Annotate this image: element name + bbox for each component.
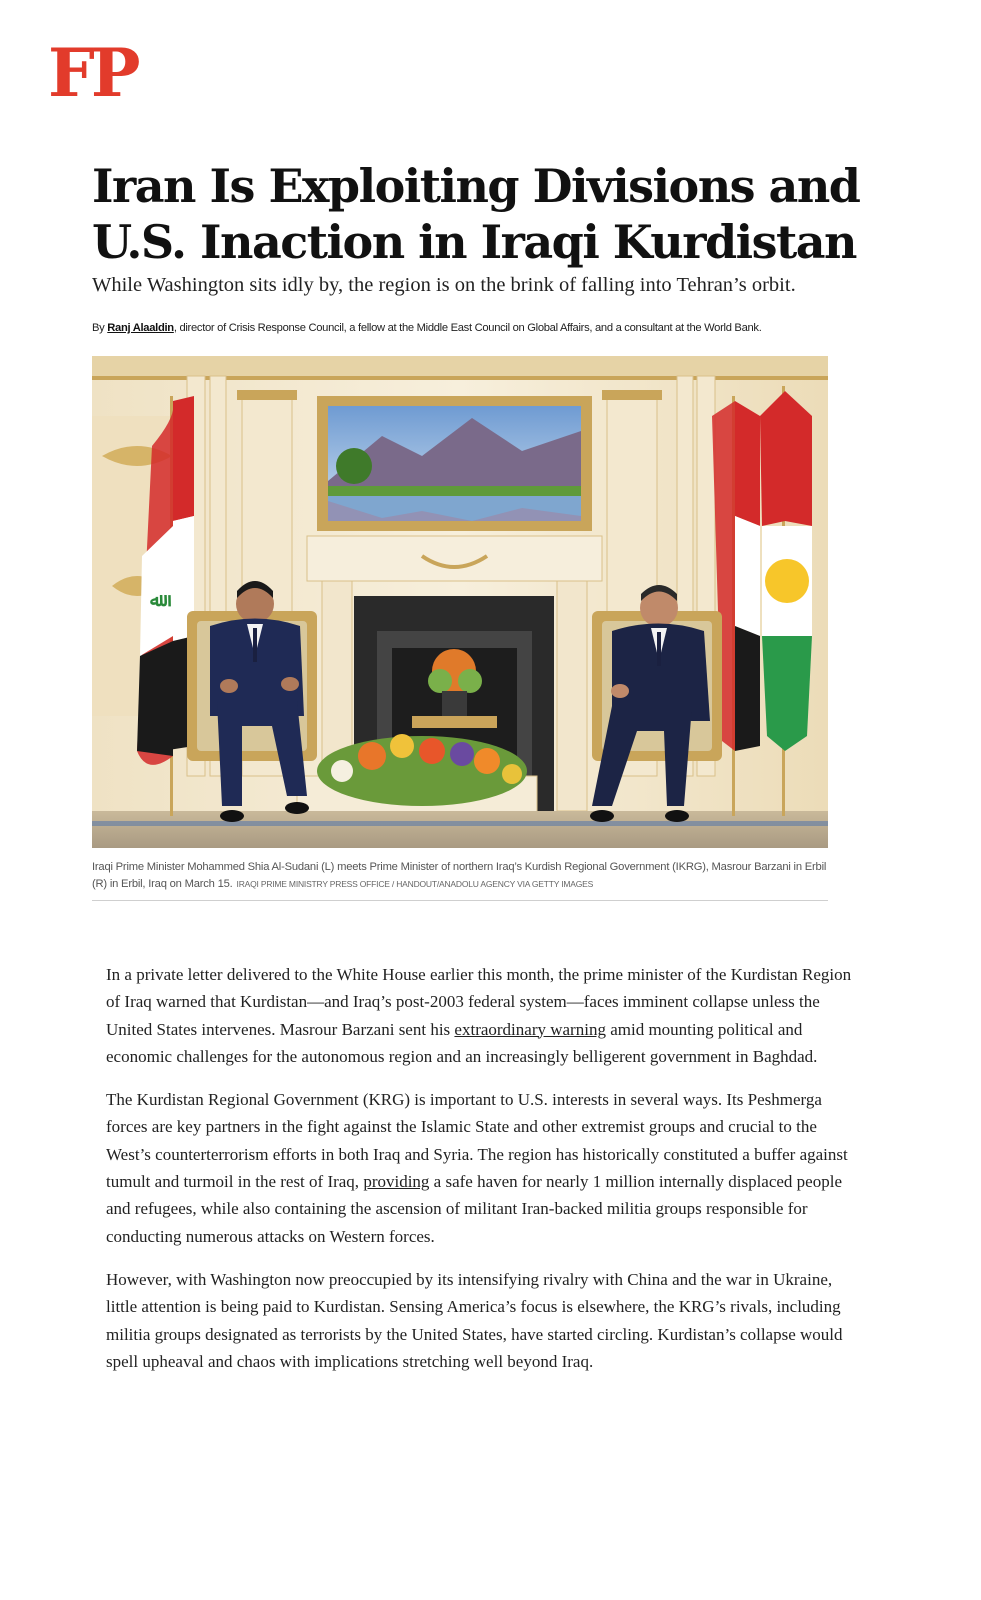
article-body — [106, 961, 856, 1391]
headline-line-1: Iran Is Exploiting Divisions and — [92, 159, 860, 213]
providing-link[interactable]: providing — [363, 1172, 430, 1192]
byline-prefix: By — [92, 322, 108, 334]
svg-text:ﷲ: ﷲ — [150, 590, 161, 611]
paragraph-1 — [106, 961, 856, 1070]
photo-caption — [92, 859, 832, 893]
paragraph-2-text-b: a safe haven for nearly 1 million internally displaced people and refugees, while also containing the ascension of militant Iran-backed militia groups responsible for conducting numerous attacks on Western forces. — [106, 1172, 842, 1246]
photo-credit: IRAQI PRIME MINISTRY PRESS OFFICE / HANDOUT/ANADOLU AGENCY VIA GETTY IMAGES — [236, 879, 594, 889]
dek: While Washington sits idly by, the region is on the brink of falling into Tehran’s orbit. — [92, 274, 796, 296]
headline-line-2: U.S. Inaction in Iraqi Kurdistan — [92, 215, 856, 269]
caption-divider — [92, 900, 828, 901]
paragraph-1-text-b: amid mounting political and economic challenges for the autonomous region and an increasingly belligerent government in Baghdad. — [106, 1019, 818, 1066]
byline-bio: , director of Crisis Response Council, a fellow at the Middle East Council on Global Affairs, and a consultant at the World Bank. — [173, 322, 762, 334]
lead-photo — [92, 356, 828, 848]
caption-text: Iraqi Prime Minister Mohammed Shia Al-Sudani (L) meets Prime Minister of northern Iraq’s Kurdish Regional Government (IKRG), Masrour Barzani in Erbil (R) in Erbil, Iraq on March 15. — [92, 861, 827, 890]
fp-logo[interactable]: FP — [48, 34, 137, 112]
byline — [92, 320, 912, 336]
headline — [92, 158, 912, 270]
paragraph-3: However, with Washington now preoccupied by its intensifying rivalry with China and the war in Ukraine, little attention is being paid to Kurdistan. Sensing America’s focus is elsewhere, the KRG’s rivals, including militia groups designated as terrorists by the United States, have started circling. Kurdistan’s collapse would spell upheaval and chaos with implications stretching well beyond Iraq. — [106, 1269, 843, 1371]
paragraph-1-text-a: In a private letter delivered to the White House earlier this month, the prime minister of the Kurdistan Region of Iraq warned that Kurdistan—and Iraq’s post-2003 federal system—faces imminent collapse unless the United States intervenes. Masrour Barzani sent his — [106, 965, 852, 1039]
paragraph-2-text-a: The Kurdistan Regional Government (KRG) is important to U.S. interests in several ways. Its Peshmerga forces are key partners in the fight against the Islamic State and other extremist groups and crucial to the West’s counterterrorism efforts in both Iraq and Syria. The region has historically constituted a buffer against tumult and turmoil in the rest of Iraq, — [106, 1090, 848, 1192]
extraordinary-warning-link[interactable]: extraordinary warning — [454, 1019, 606, 1039]
paragraph-2 — [106, 1086, 856, 1250]
author-link[interactable]: Ranj Alaaldin — [107, 322, 174, 334]
